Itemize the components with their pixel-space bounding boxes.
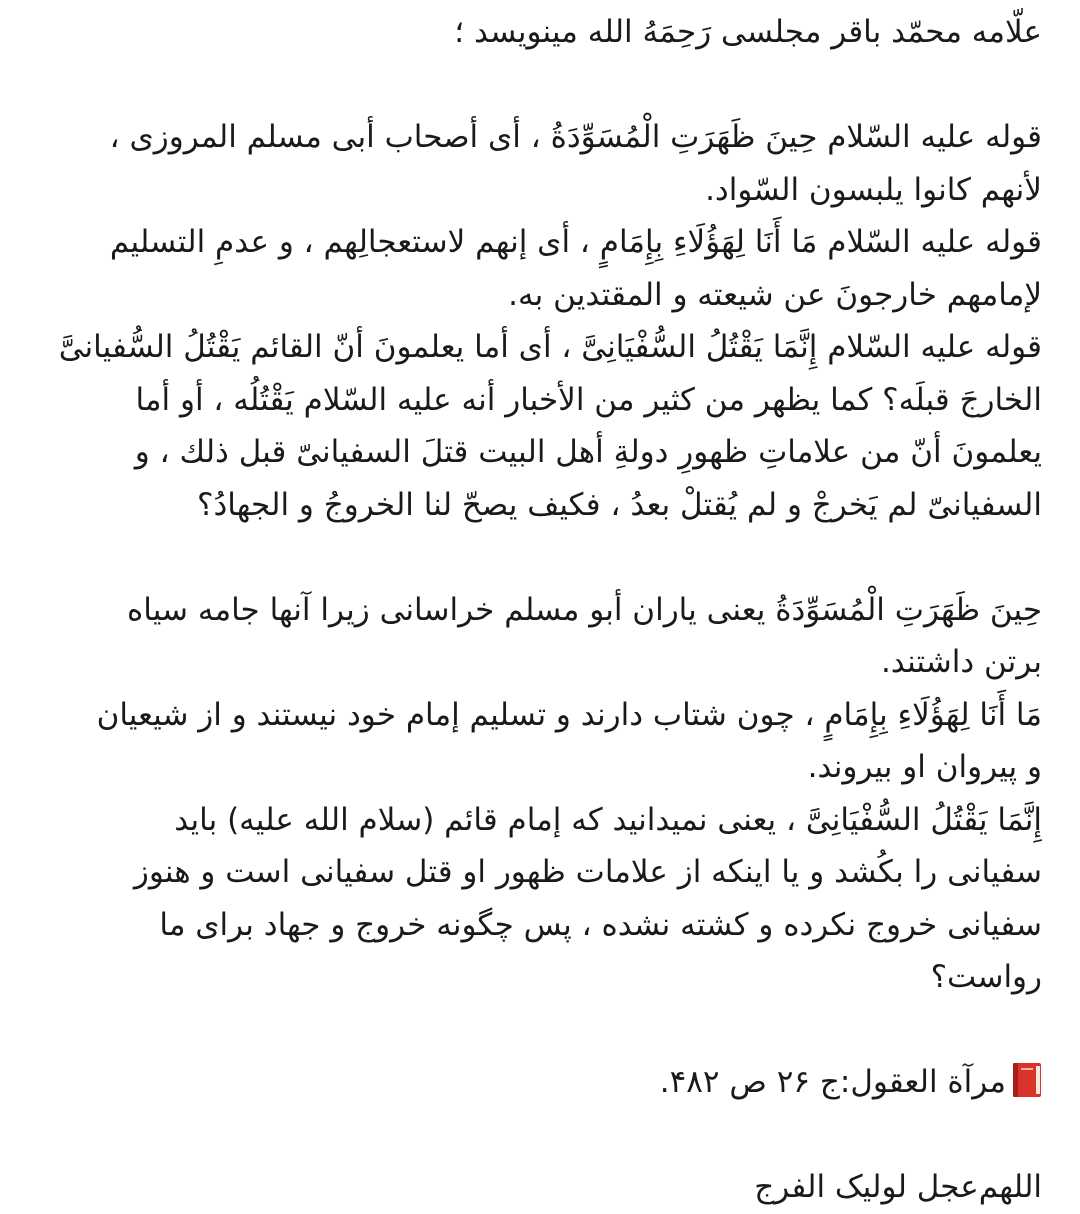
intro-line: علّامه محمّد باقر مجلسی رَحِمَهُ الله مینویسد ؛ <box>454 14 1042 50</box>
text-line: برتن داشتند. <box>880 644 1042 680</box>
red-book-icon <box>1012 1062 1042 1098</box>
text-line: قوله علیه السّلام مَا أَنَا لِهَؤُلَاءِ بِإِمَامٍ ، أی إنهم لاستعجالِهم ، و عدمِ التسلیم <box>109 224 1042 260</box>
text-line: مَا أَنَا لِهَؤُلَاءِ بِإِمَامٍ ، چون شتاب دارند و تسلیم إمام خود نیستند و از شیعیان <box>96 696 1042 733</box>
text-line: حِینَ ظَهَرَتِ الْمُسَوِّدَةُ یعنی یاران أبو مسلم خراسانی زیرا آنها جامه سیاه <box>127 591 1042 628</box>
persian-paragraph-3 <box>40 794 1042 1004</box>
closing-prayer: اللهم‌عجل لولیک الفرج <box>754 1169 1042 1205</box>
arabic-commentary <box>40 111 1042 531</box>
text-line: لأنهم کانوا یلبسون السّواد. <box>705 171 1042 208</box>
text-line: قوله علیه السّلام إِنَّمَا یَقْتُلُ السُّفْیَانِیَّ ، أی أما یعلمونَ أنّ القائم یَقْتُلُ السُّفیانیَّ <box>58 329 1042 365</box>
source-text: مرآة العقول:ج ۲۶ ص ۴۸۲. <box>659 1064 1006 1100</box>
spacer <box>40 1004 1042 1057</box>
persian-translation <box>40 584 1042 1004</box>
text-line: و پیروان او بیروند. <box>807 749 1042 785</box>
text-line: رواست؟ <box>930 959 1042 995</box>
persian-paragraph-2 <box>40 689 1042 794</box>
text-line: سفیانی خروج نکرده و کشته نشده ، پس چگونه خروج و جهاد برای ما <box>159 906 1042 943</box>
arabic-paragraph-2 <box>40 216 1042 321</box>
text-line: إِنَّمَا یَقْتُلُ السُّفْیَانِیَّ ، یعنی نمیدانید که إمام قائم (سلام الله علیه) باید <box>174 801 1042 838</box>
text-line: لإمامهم خارجونَ عن شیعته و المقتدین به. <box>508 276 1042 313</box>
persian-paragraph-1 <box>40 584 1042 689</box>
text-line: السفیانیّ لم یَخرجْ و لم یُقتلْ بعدُ ، فکیف یصحّ لنا الخروجُ و الجهادُ؟ <box>197 486 1042 523</box>
arabic-paragraph-1 <box>40 111 1042 216</box>
spacer <box>40 1109 1042 1162</box>
text-line: یعلمونَ أنّ من علاماتِ ظهورِ دولةِ أهل البیت قتلَ السفیانیّ قبل ذلك ، و <box>134 434 1042 470</box>
text-line: سفیانی را بکُشد و یا اینکه از علامات ظهور او قتل سفیانی است و هنوز <box>133 854 1042 890</box>
source-citation <box>40 1056 1042 1109</box>
spacer <box>40 531 1042 584</box>
text-line: قوله علیه السّلام حِینَ ظَهَرَتِ الْمُسَوِّدَةُ ، أی أصحاب أبی مسلم المروزی ، <box>109 119 1042 155</box>
spacer <box>40 59 1042 112</box>
arabic-paragraph-3 <box>40 321 1042 531</box>
text-line: الخارجَ قبلَه؟ کما یظهر من کثیر من الأخبار أنه علیه السّلام یَقْتُلُه ، أو أما <box>135 381 1042 418</box>
